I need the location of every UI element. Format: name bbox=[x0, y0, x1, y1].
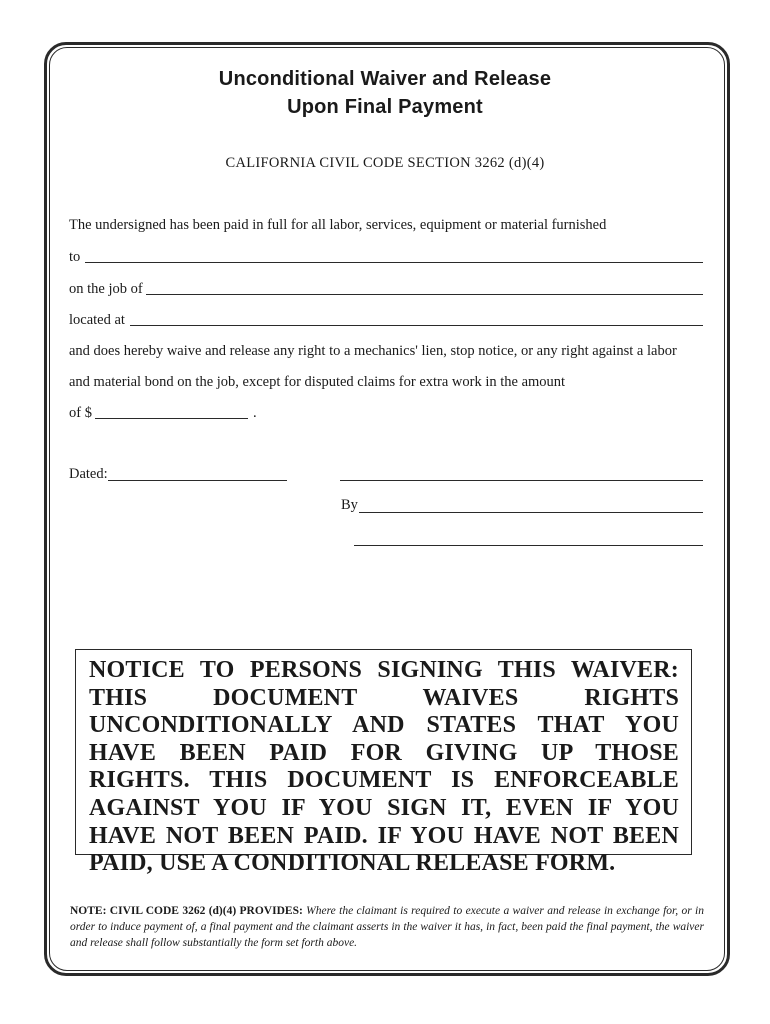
waiver-text-line1: and does hereby waive and release any right to a mechanics' lien, stop notice, or any right against a labor bbox=[69, 343, 677, 359]
amount-field[interactable] bbox=[95, 418, 248, 419]
to-field[interactable] bbox=[85, 262, 703, 263]
form-title-line1: Unconditional Waiver and Release bbox=[218, 68, 552, 90]
dated-label: Dated: bbox=[69, 466, 108, 482]
amount-period: . bbox=[253, 405, 257, 421]
to-label: to bbox=[69, 249, 81, 265]
title-field[interactable] bbox=[354, 545, 703, 546]
code-section-heading: CALIFORNIA CIVIL CODE SECTION 3262 (d)(4) bbox=[225, 155, 545, 171]
job-label: on the job of bbox=[69, 281, 143, 297]
footnote bbox=[70, 903, 704, 951]
footnote-text: Where the claimant is required to execute a waiver and release in exchange for, or in order to induce payment of, a final payment and the claimant asserts in the waiver it has, in fact, been paid the final payment, the waiver and release shall follow substantially the form set forth above. bbox=[70, 905, 704, 949]
notice-text: NOTICE TO PERSONS SIGNING THIS WAIVER: THIS DOCUMENT WAIVES RIGHTS UNCONDITIONALLY AND STATES THAT YOU HAVE BEEN PAID FOR GIVING UP THOSE RIGHTS. THIS DOCUMENT IS ENFORCEABLE AGAINST YOU IF YOU SIGN IT, EVEN IF YOU HAVE NOT BEEN PAID. IF YOU HAVE NOT BEEN PAID, USE A CONDITIONAL RELEASE FORM. bbox=[89, 657, 679, 877]
claimant-name-field[interactable] bbox=[340, 480, 703, 481]
notice-box bbox=[75, 649, 692, 877]
intro-text: The undersigned has been paid in full for all labor, services, equipment or material furnished bbox=[69, 217, 607, 233]
waiver-text-line2: and material bond on the job, except for disputed claims for extra work in the amount bbox=[69, 374, 566, 390]
located-label: located at bbox=[69, 312, 125, 328]
date-field[interactable] bbox=[108, 480, 287, 481]
job-field[interactable] bbox=[146, 294, 703, 295]
amount-label: of $ bbox=[69, 405, 92, 421]
by-label: By bbox=[341, 497, 358, 513]
footnote-label: NOTE: CIVIL CODE 3262 (d)(4) PROVIDES: bbox=[70, 905, 303, 917]
form-title-line2: Upon Final Payment bbox=[287, 96, 483, 118]
location-field[interactable] bbox=[130, 325, 703, 326]
signature-field[interactable] bbox=[359, 512, 703, 513]
